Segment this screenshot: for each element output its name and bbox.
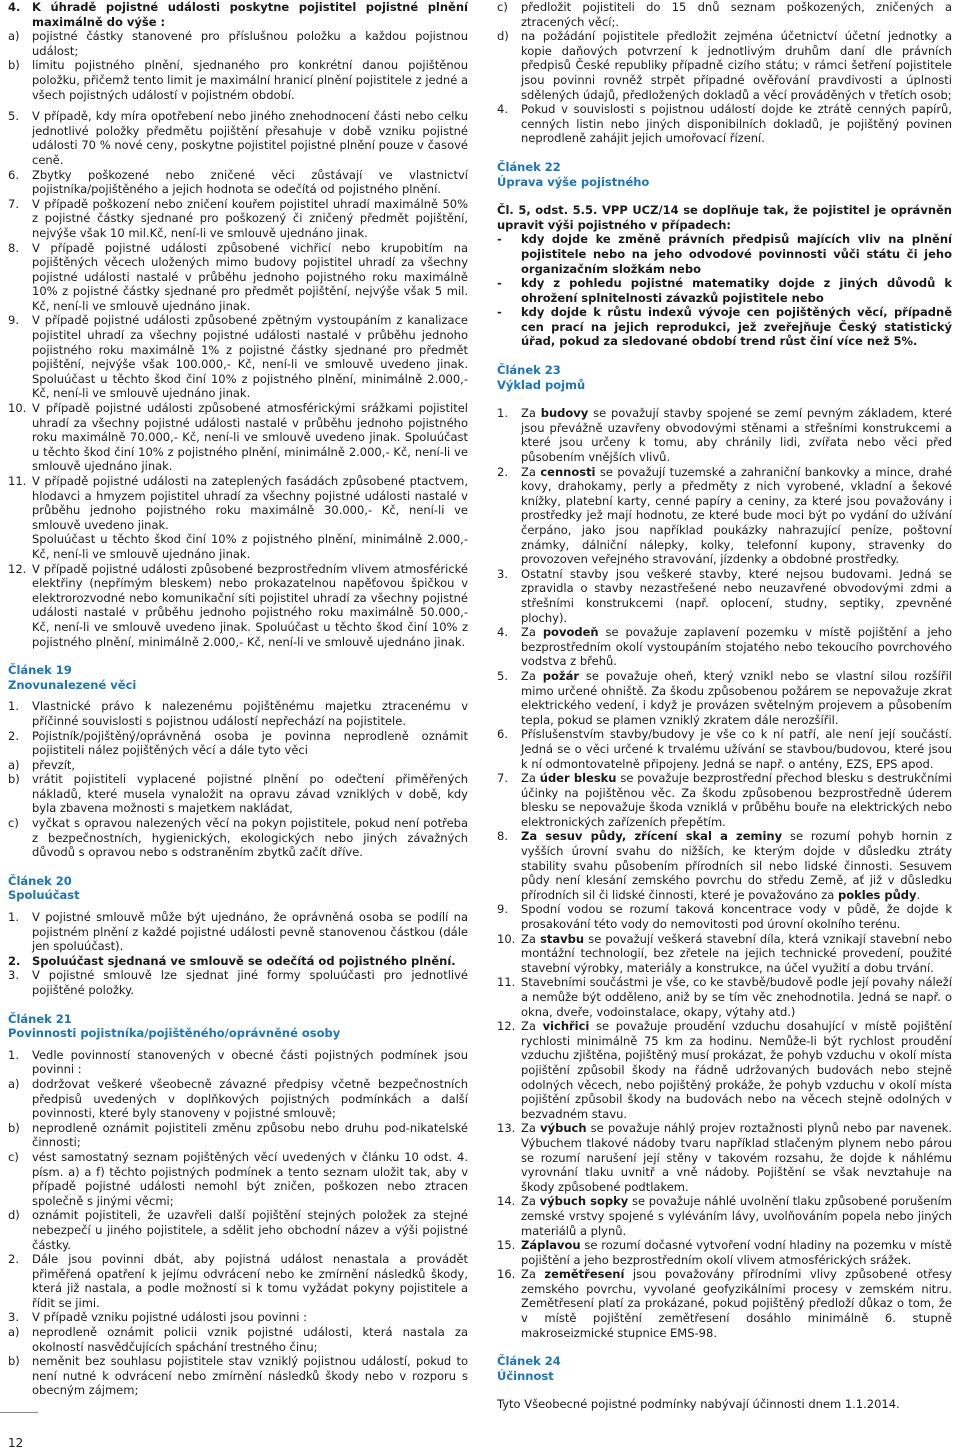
article-21-title: Povinnosti pojistníka/pojištěného/oprávněné osoby [8, 1026, 341, 1041]
vpp-2: - kdy z pohledu pojistné matematiky dojde z jiných důvodů k ohrožení splnitelnosti závazků pojistitele nebo [497, 276, 952, 305]
def-11: 11. Stavebními součástmi je vše, co ke stavbě/budově podle její povahy náleží a nemůže být odděleno, aniž by se tím věc znehodnotila. Jedná se např. o okna, dveře, vodoinstalace, okapy, výtahy atd.) [497, 975, 952, 1019]
clause-11-cont: Spoluúčast u těchto škod činí 10% z pojistného plnění, minimálně 2.000,- Kč, není-li ve smlouvě ujednáno jinak. [32, 532, 468, 561]
article-23-number: Článek 23 [497, 363, 561, 378]
a19-c: c) vyčkat s opravou nalezených věcí na pokyn pojistitele, pokud není potřeba z bezpečnostních, hygienických, ekologických nebo jiných závažných důvodů s opravou nebo s odstraněním zbytků začít dříve. [8, 816, 468, 860]
article-19-number: Článek 19 [8, 663, 72, 678]
clause-10: 10. V případě pojistné události způsobené atmosférickými srážkami pojistitel uhradí za všechny pojistné události nastalé v průběhu jednoho pojistného roku maximálně 70.000,- Kč, není-li ve smlouvě uvedeno jinak. Spoluúčast u těchto škod činí 10% z pojistného plnění, minimálně 2.000,- Kč, není-li ve smlouvě ujednáno jinak. [8, 401, 468, 474]
a21-3: 3. V případě vzniku pojistné události jsou povinni : [8, 1310, 307, 1325]
a20-1: 1. V pojistné smlouvě může být ujednáno, že oprávněná osoba se podílí na pojistném plnění z každé pojistné události pevně stanovenou částkou (dále jen spoluúčast). [8, 910, 468, 954]
a20-3: 3. V pojistné smlouvě lze sjednat jiné formy spoluúčasti pro jednotlivé pojištěné položky. [8, 968, 468, 997]
def-5: 5. Za požár se považuje oheň, který vznikl nebo se vlastní silou rozšířil mimo určené ohniště. Za škodu způsobenou požárem se nepovažuje zkrat elektrického vedení, i když je provázen světelným projevem a působením tepla, pokud se plamen vzniklý zkratem dále nerozšířil. [497, 668, 952, 727]
article-22-number: Článek 22 [497, 159, 561, 174]
page-number: 12 [8, 1436, 24, 1450]
clause-11: 11. V případě pojistné události na zateplených fasádách způsobené ptactvem, hlodavci a hmyzem pojistitel uhradí za všechny pojistné události nastalé v průběhu jednoho pojistného roku maximálně 30.000,- Kč, není-li ve smlouvě uvedeno jinak. [8, 474, 468, 532]
r-4: 4. Pokud v souvislosti s pojistnou událostí dojde ke ztrátě cenných papírů, cenných listin nebo jiných disponibilních dokladů, je pojištěný povinen neprodleně zahájit jejich umořovací řízení. [497, 102, 952, 146]
def-2: 2. Za cennosti se považují tuzemské a zahraniční bankovky a mince, drahé kovy, drahokamy, perly a předměty z nich vyrobené, vkladní a šekové knížky, platební karty, cenné papíry a ceniny, za které jsou považovány i prostředky jež mají hodnotu, ze které bude moci být po vydání do užívání čerpáno, jako jsou například poukázky nahrazující peníze, poštovní známky, dálniční nálepky, kolky, telefonní kupony, stravenky do provozoven veřejného stravování, jízdenky a obdobné prostředky. [497, 464, 952, 567]
clause-8: 8. V případě pojistné události způsobené vichřicí nebo krupobitím na pojištěných věcech uložených mimo budovy pojistitel uhradí za všechny pojistné události nastalé v průběhu jednoho pojistného roku maximálně 10% z pojistné částky sjednané pro předmět pojištění, nejvýše však 5 mil. Kč, není-li ve smlouvě ujednáno jinak. [8, 240, 468, 313]
def-14: 14. Za výbuch sopky se považuje náhlé uvolnění tlaku způsobené porušením zemské vrstvy spojené s vyléváním lávy, uvolňováním popela nebo jiných materiálů a plynů. [497, 1194, 952, 1238]
a21-c: c) vést samostatný seznam pojištěných věcí uvedených v článku 10 odst. 4. písm. a) a f) těchto pojistných podmínek a tento seznam uložit tak, aby v případě pojistné události nemohl být zničen, poškozen nebo ztracen společně s jinými věcmi; [8, 1149, 468, 1208]
clause-4: 4. K úhradě pojistné události poskytne pojistitel pojistné plnění maximálně do výše : [8, 0, 468, 29]
article-19-title: Znovunalezené věci [8, 677, 137, 692]
a21-a: a) dodržovat veškeré všeobecně závazné předpisy včetně bezpečnostních předpisů uvedených v doplňkových pojistných podmínkách a další povinnosti, které byly stanoveny v pojistné smlouvě; [8, 1076, 468, 1121]
clause-4b: b) limitu pojistného plnění, sjednaného pro konkrétní danou pojištěnou položku, přičemž tento limit je maximální hranicí plnění pojistitele z jedné a všech pojistných událostí v pojistném období. [8, 58, 468, 102]
def-15: 15. Záplavou se rozumí dočasné vytvoření vodní hladiny na pozemku v místě pojištění a jeho bezprostředním okolí vlivem atmosférických srážek. [497, 1238, 952, 1267]
def-3: 3. Ostatní stavby jsou veškeré stavby, které nejsou budovami. Jedná se zpravidla o stavby nezastřešené nebo neuzavřené obvodovými zdmi a střešními konstrukcemi (např. oplocení, studny, septiky, zpevněné plochy). [497, 566, 952, 625]
a21-d: d) oznámit pojistiteli, že uzavřeli další pojištění stejných položek za stejné nebezpečí u jiného pojistitele, a sdělit jeho obchodní název a výši pojistné částky. [8, 1208, 468, 1252]
a20-2: 2. Spoluúčast sjednaná ve smlouvě se odečítá od pojistného plnění. [8, 953, 456, 968]
def-9: 9. Spodní vodou se rozumí taková koncentrace vody v půdě, že dojde k prosakování této vody do nemovitosti pod úrovní okolního terénu. [497, 902, 952, 932]
article-21-number: Článek 21 [8, 1011, 72, 1026]
a21-2: 2. Dále jsou povinni dbát, aby pojistná událost nenastala a provádět přiměřená opatření k jejímu odvrácení nebo ke zmírnění následků škody, která již nastala, a podle možností si k tomu vyžádat pokyny pojistitele a řídit se jimi. [8, 1252, 468, 1310]
left-column [8, 0, 468, 1398]
article-20-title: Spoluúčast [8, 888, 80, 903]
def-16: 16. Za zemětřesení jsou považovány přírodními vlivy způsobené otřesy zemského povrchu, vyvolané geofyzikálními procesy v zemském nitru. Zemětřesení platí za prokázané, pokud pojištěný předloží důkaz o tom, že v místě pojištění zemětřesení dosáhlo minimálně 6. stupně makroseizmické stupnice EMS-98. [497, 1267, 952, 1340]
def-7: 7. Za úder blesku se považuje bezprostřední přechod blesku s destrukčními účinky na pojištěnou věc. Za škodu způsobenou bezprostředně úderem blesku se nepovažuje škoda vzniklá v průběhu bouře na elektrických nebo elektronických zařízeních přepětím. [497, 771, 952, 829]
effective-date-note: Tyto Všeobecné pojistné podmínky nabývají účinnosti dnem 1.1.2014. [497, 1397, 900, 1412]
a21-b: b) neprodleně oznámit pojistiteli změnu způsobu nebo druhu pod-nikatelské činnosti; [8, 1120, 468, 1150]
clause-5: 5. V případě, kdy míra opotřebení nebo jiného znehodnocení části nebo celku jednotlivé položky předmětu pojištění přesahuje v době vzniku pojistné události 70 % nové ceny, poskytne pojistitel pojistné plnění pouze v časové ceně. [8, 109, 468, 167]
def-6: 6. Příslušenstvím stavby/budovy je vše co k ní patří, ale není její součástí. Jedná se o věci určené k trvalému užívání se stavbou/budovou, které jsou k ní odmontovatelně připojeny. Jedná se např. o antény, EZS, EPS apod. [497, 727, 952, 771]
def-13: 13. Za výbuch se považuje náhlý projev roztažnosti plynů nebo par navenek. Výbuchem tlakové nádoby tvaru například stlačeným plynem nebo párou se rozumí narušení její stěny v takovém rozsahu, že dojde k náhlému vyrovnání tlaku uvnitř a vně nádoby. Pojištění se však nevztahuje na škody způsobené podtlakem. [497, 1121, 952, 1194]
def-1: 1. Za budovy se považují stavby spojené se zemí pevným základem, které jsou převážně uzavřeny obvodovými stěnami a střešními konstrukcemi a které jsou určeny k tomu, aby chránily lidi, zvířata nebo věci před působením vnějších vlivů. [497, 406, 952, 465]
clause-6: 6. Zbytky poškozené nebo zničené věci zůstávají ve vlastnictví pojistníka/pojištěného a jejich hodnota se odečítá od pojistného plnění. [8, 167, 468, 197]
r-c: c) předložit pojistiteli do 15 dnů seznam poškozených, zničených a ztracených věcí;. [497, 0, 952, 29]
vpp-intro: Čl. 5, odst. 5.5. VPP UCZ/14 se doplňuje tak, že pojistitel je oprávněn upravit výši pojistného v případech: [497, 203, 952, 232]
article-24-title: Účinnost [497, 1368, 554, 1383]
a21-1: 1. Vedle povinností stanovených v obecné části pojistných podmínek jsou povinni : [8, 1047, 468, 1077]
clause-4a: a) pojistné částky stanovené pro příslušnou položku a každou pojistnou událost; [8, 29, 468, 58]
article-24-number: Článek 24 [497, 1354, 561, 1369]
vpp-1: - kdy dojde ke změně právních předpisů majících vliv na plnění pojistitele nebo na jeho odvodové povinnosti vůči státu či jeho organizačním složkám nebo [497, 232, 952, 276]
clause-9: 9. V případě pojistné události způsobené zpětným vystoupáním z kanalizace pojistitel uhradí za všechny pojistné události nastalé v průběhu jednoho pojistného roku maximálně 1% z pojistné částky sjednané pro předmět pojištění, nejvýše však 100.000,- Kč, není-li ve smlouvě uvedeno jinak. Spoluúčast u těchto škod činí 10% z pojistného plnění, minimálně 2.000,- Kč, není-li ve smlouvě ujednáno jinak. [8, 313, 468, 401]
vpp-3: - kdy dojde k růstu indexů vývoje cen pojištěných věcí, případně cen prací na jejich reprodukci, jež zveřejňuje Český statistický úřad, pokud za sledované období trend růst činí více než 5%. [497, 305, 952, 349]
def-10: 10. Za stavbu se považují veškerá stavební díla, která vznikají stavební nebo montážní technologií, bez zřetele na jejich technické provedení, použité stavební výrobky, materiály a konstrukce, na účel využití a dobu trvání. [497, 931, 952, 975]
clause-7: 7. V případě poškození nebo zničení kouřem pojistitel uhradí maximálně 50% z pojistné částky sjednané pro poškozený či zničený předmět pojištění, nejvýše však 10 mil.Kč, není-li ve smlouvě ujednáno jinak. [8, 196, 468, 240]
a19-a: a) převzít, [8, 757, 76, 772]
a21-3b: b) neměnit bez souhlasu pojistitele stav vzniklý pojistnou událostí, pokud to není nutné k odvrácení nebo zmírnění následků škody nebo v rozporu s obecným zájmem; [8, 1354, 468, 1398]
a19-1: 1. Vlastnické právo k nalezenému pojištěnému majetku ztracenému v příčinné souvislosti s pojistnou událostí nepřechází na pojistitele. [8, 699, 468, 728]
def-8: 8. Za sesuv půdy, zřícení skal a zeminy se rozumí pohyb hornin z vyšších úrovní svahu do nižších, ke kterým dojde v důsledku ztráty stability svahu působením přírodních sil nebo lidské činnosti. Sesuvem půdy není klesání zemského povrchu do středu Země, ať již v důsledku přírodních sil či lidské činnosti, které je považováno za pokles půdy. [497, 829, 953, 902]
def-12: 12. Za vichřici se považuje proudění vzduchu dosahující v místě pojištění rychlosti minimálně 75 km za hodinu. Nemůže-li být rychlost proudění vzduchu zjištěna, pojištěný musí prokázat, že pohyb vzduchu v okolí místa pojištění způsobil škody na řádně udržovaných budovách nebo stejně odolných věcech, nebo pojištěný prokáže, že pohyb vzduchu v okolí místa pojištění způsobil škody na budovách nebo na věcech stejně odolných v bezvadném stavu. [497, 1019, 952, 1121]
footer-divider [0, 1412, 38, 1413]
r-d: d) na požádání pojistitele předložit zejména účetnictví účetní jednotky a kopie daňových potvrzení k jednotlivým druhům daní dle právních předpisů České republiky případně cizího státu; v rámci šetření pojistitele jsou povinni rovněž strpět případné ověřování pravdivosti a úplnosti sdělených údajů, předložených dokladů a věcí prováděných v třetích osob; [497, 29, 952, 102]
article-22-title: Úprava výše pojistného [497, 174, 650, 189]
a21-3a: a) neprodleně oznámit policii vznik pojistné události, která nastala za okolností nasvědčujících spáchání trestného činu; [8, 1325, 468, 1354]
article-23-title: Výklad pojmů [497, 377, 586, 392]
right-column [497, 0, 952, 1412]
article-20-number: Článek 20 [8, 873, 72, 888]
a19-b: b) vrátit pojistiteli vyplacené pojistné plnění po odečtení přiměřených nákladů, které musela vynaložit na opravu závad vzniklých v době, kdy byla zbavena možnosti s majetkem nakládat, [8, 772, 468, 816]
def-4: 4. Za povodeň se považuje zaplavení pozemku v místě pojištění a jeho bezprostředním okolí vystoupáním stojatého nebo tekoucího povrchového vodstva z břehů. [497, 625, 952, 669]
clause-12: 12. V případě pojistné události způsobené bezprostředním vlivem atmosférické elektřiny (nepřímým bleskem) nebo prokazatelnou napěťovou špičkou v elektrorozvodné nebo komunikační síti pojistitel uhradí za všechny pojistné události nastalé v průběhu jednoho pojistného roku maximálně 50.000,- Kč, není-li ve smlouvě uvedeno jinak. Spoluúčast u těchto škod činí 10% z pojistného plnění, minimálně 2.000,- Kč, není-li ve smlouvě ujednáno jinak. [8, 561, 468, 649]
a19-2: 2. Pojistník/pojištěný/oprávněná osoba je povinna neprodleně oznámit pojistiteli nález pojištěných věcí a dále tyto věci [8, 728, 468, 758]
